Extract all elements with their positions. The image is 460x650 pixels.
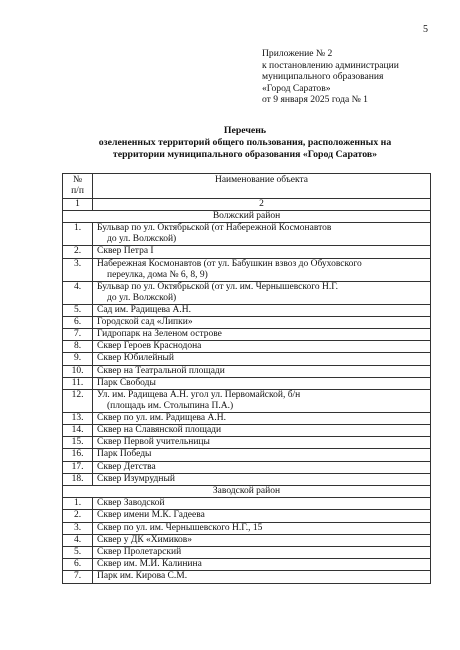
row-number: 11. (63, 377, 93, 389)
appendix-block (262, 48, 399, 106)
row-object-name (93, 473, 431, 485)
row-object-name (93, 328, 431, 340)
row-number: 5. (63, 546, 93, 558)
row-object-name (93, 546, 431, 558)
table-row (63, 534, 431, 546)
table-row (63, 353, 431, 365)
object-name-line: Сквер Заводской (97, 498, 165, 509)
row-number: 7. (63, 328, 93, 340)
row-object-name (93, 223, 431, 246)
page-number: 5 (423, 24, 428, 35)
appendix-line: «Город Саратов» (262, 82, 331, 94)
title-line: Перечень (223, 125, 267, 136)
row-object-name (93, 461, 431, 473)
row-object-name (93, 304, 431, 316)
object-name-line: Сквер по ул. им. Чернышевского Н.Г., 15 (97, 522, 263, 533)
object-name-line: Сад им. Радищева А.Н. (97, 304, 191, 315)
row-number: 10. (63, 365, 93, 377)
table-row (63, 365, 431, 377)
table-index-row (63, 199, 431, 211)
row-object-name (93, 316, 431, 328)
object-name-line: Городской сад «Липки» (97, 316, 193, 327)
table-row (63, 316, 431, 328)
object-name-line: Сквер Героев Краснодона (97, 341, 202, 352)
table-row (63, 510, 431, 522)
table-row (63, 425, 431, 437)
object-name-line: Сквер им. М.И. Калинина (97, 559, 202, 570)
object-name-line: Сквер Детства (97, 461, 156, 472)
section-row (63, 486, 431, 498)
header-name-cell: Наименование объекта (93, 174, 431, 199)
table-row (63, 377, 431, 389)
table-header-row (63, 174, 431, 199)
table-row (63, 258, 431, 281)
appendix-line: муниципального образования (262, 71, 384, 83)
row-object-name (93, 510, 431, 522)
table-row (63, 281, 431, 304)
row-object-name (93, 341, 431, 353)
table-row (63, 412, 431, 424)
object-name-line: Сквер по ул. им. Радищева А.Н. (97, 412, 226, 423)
title-line: озелененных территорий общего пользования, расположенных на (98, 137, 392, 148)
row-number: 18. (63, 473, 93, 485)
row-object-name (93, 281, 431, 304)
table-row (63, 328, 431, 340)
row-number: 6. (63, 316, 93, 328)
table-row (63, 223, 431, 246)
objects-table (62, 173, 431, 584)
object-name-line: переулка, дома № 6, 8, 9) (107, 269, 208, 280)
row-number: 13. (63, 412, 93, 424)
object-name-line: Сквер Первой учительницы (97, 437, 210, 448)
row-number: 3. (63, 522, 93, 534)
object-name-line: до ул. Волжской) (107, 292, 177, 303)
row-object-name (93, 571, 431, 583)
table-row (63, 304, 431, 316)
section-row (63, 211, 431, 223)
row-number: 4. (63, 281, 93, 304)
object-name-line: Бульвар по ул. Октябрьской (от Набережной Космонавтов (97, 223, 332, 234)
row-object-name (93, 389, 431, 412)
object-name-line: Сквер имени М.К. Гадеева (97, 510, 205, 521)
row-number: 1. (63, 223, 93, 246)
object-name-line: Сквер Пролетарский (97, 546, 182, 557)
table-row (63, 449, 431, 461)
appendix-line: Приложение № 2 (262, 48, 333, 59)
object-name-line: Сквер на Театральной площади (97, 365, 225, 376)
row-object-name (93, 246, 431, 258)
table-row (63, 341, 431, 353)
row-number: 1. (63, 498, 93, 510)
object-name-line: Сквер Петра I (97, 246, 154, 257)
row-object-name (93, 412, 431, 424)
row-object-name (93, 559, 431, 571)
row-number: 16. (63, 449, 93, 461)
row-object-name (93, 498, 431, 510)
table-row (63, 389, 431, 412)
row-number: 3. (63, 258, 93, 281)
section-title: Волжский район (63, 211, 431, 223)
object-name-line: Ул. им. Радищева А.Н. угол ул. Первомайской, б/н (97, 389, 301, 400)
index-cell: 1 (63, 199, 93, 211)
row-number: 15. (63, 437, 93, 449)
table-row (63, 498, 431, 510)
appendix-line: к постановлению администрации (262, 59, 399, 71)
index-cell: 2 (93, 199, 431, 211)
object-name-line: Сквер Юбилейный (97, 353, 174, 364)
object-name-line: Сквер у ДК «Химиков» (97, 534, 192, 545)
row-number: 9. (63, 353, 93, 365)
object-name-line: (площадь им. Столыпина П.А.) (107, 400, 234, 411)
table-row (63, 473, 431, 485)
table-row (63, 522, 431, 534)
object-name-line: Парк Свободы (97, 377, 156, 388)
object-name-line: Парк Победы (97, 449, 152, 460)
section-title: Заводской район (63, 486, 431, 498)
appendix-line: от 9 января 2025 года № 1 (262, 94, 368, 106)
header-number-line: п/п (71, 186, 84, 196)
table-row (63, 546, 431, 558)
row-object-name (93, 425, 431, 437)
header-number-cell (63, 174, 93, 199)
document-title (60, 125, 430, 161)
title-line: территории муниципального образования «Город Саратов» (112, 149, 378, 160)
object-name-line: Парк им. Кирова С.М. (97, 571, 188, 582)
row-number: 2. (63, 246, 93, 258)
row-number: 6. (63, 559, 93, 571)
table-row (63, 571, 431, 583)
object-name-line: до ул. Волжской) (107, 234, 177, 245)
table-row (63, 461, 431, 473)
row-object-name (93, 534, 431, 546)
row-number: 5. (63, 304, 93, 316)
table-row (63, 246, 431, 258)
row-object-name (93, 353, 431, 365)
object-name-line: Сквер Изумрудный (97, 473, 175, 484)
object-name-line: Набережная Космонавтов (от ул. Бабушкин взвоз до Обуховского (97, 258, 362, 269)
row-object-name (93, 365, 431, 377)
table-row (63, 437, 431, 449)
row-number: 7. (63, 571, 93, 583)
row-object-name (93, 449, 431, 461)
row-number: 8. (63, 341, 93, 353)
table-row (63, 559, 431, 571)
row-object-name (93, 522, 431, 534)
object-name-line: Сквер на Славянской площади (97, 425, 222, 436)
row-object-name (93, 437, 431, 449)
row-number: 4. (63, 534, 93, 546)
object-name-line: Гидропарк на Зеленом острове (97, 328, 222, 339)
object-name-line: Бульвар по ул. Октябрьской (от ул. им. Чернышевского Н.Г. (97, 281, 339, 292)
row-object-name (93, 377, 431, 389)
row-object-name (93, 258, 431, 281)
row-number: 12. (63, 389, 93, 412)
row-number: 14. (63, 425, 93, 437)
row-number: 17. (63, 461, 93, 473)
header-number-line: № (72, 175, 83, 185)
row-number: 2. (63, 510, 93, 522)
